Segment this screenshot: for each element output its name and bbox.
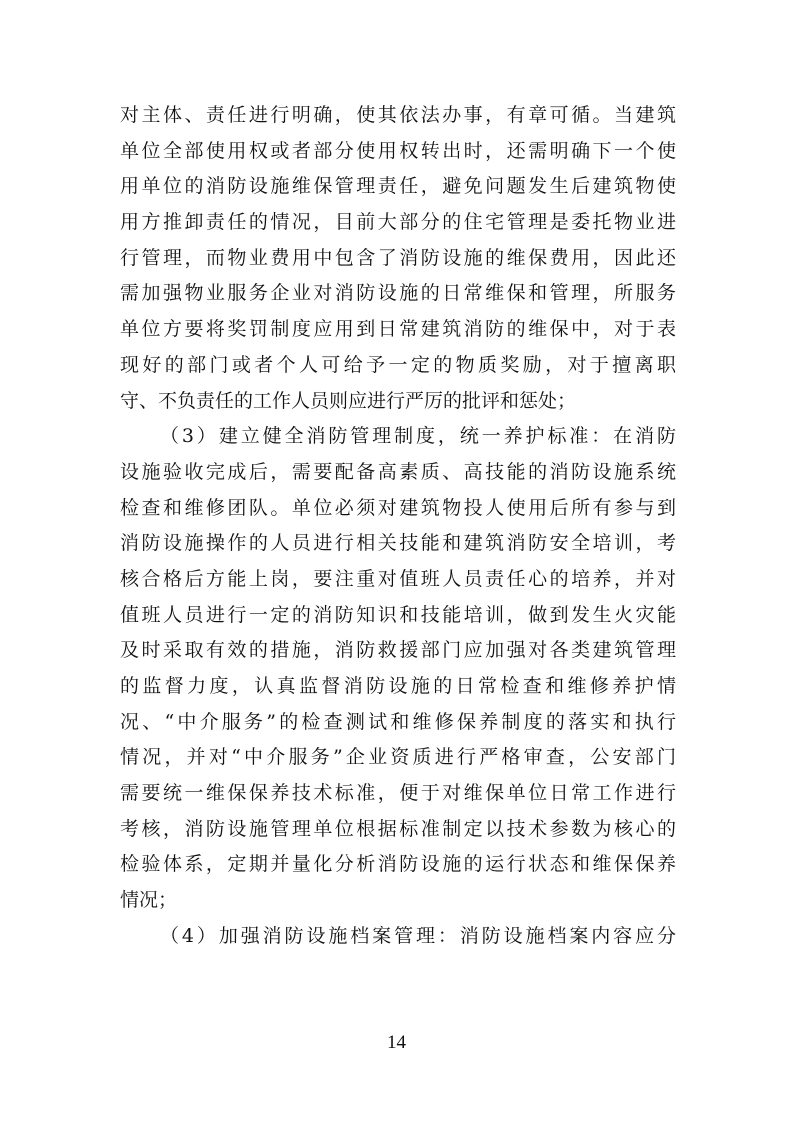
text-line: 核合格后方能上岗，要注重对值班人员责任心的培养，并对 [120, 567, 676, 590]
text-line: 及时采取有效的措施，消防救援部门应加强对各类建筑管理 [120, 639, 676, 662]
page-number: 14 [387, 1032, 406, 1053]
text-line: 单位全部使用权或者部分使用权转出时，还需明确下一个使 [120, 139, 676, 162]
text-line: 检查和维修团队。单位必须对建筑物投人使用后所有参与到 [120, 496, 676, 519]
text-line: 用方推卸责任的情况，目前大部分的住宅管理是委托物业进 [120, 211, 676, 234]
text-line: 情况，并对“中介服务”企业资质进行严格审查，公安部门 [120, 746, 676, 769]
text-line: 值班人员进行一定的消防知识和技能培训，做到发生火灾能 [120, 603, 676, 626]
text-line: 用单位的消防设施维保管理责任，避免问题发生后建筑物使 [120, 175, 676, 198]
text-line: 需要统一维保保养技术标准，便于对维保单位日常工作进行 [120, 782, 676, 805]
text-line: 消防设施操作的人员进行相关技能和建筑消防安全培训，考 [120, 532, 676, 555]
text-line: 守、不负责任的工作人员则应进行严厉的批评和惩处； [120, 389, 577, 412]
text-line: 况、“中介服务”的检查测试和维修保养制度的落实和执行 [120, 710, 676, 733]
text-line: 行管理，而物业费用中包含了消防设施的维保费用，因此还 [120, 246, 676, 269]
text-line: 情况； [120, 889, 178, 912]
section-heading-line: （4）加强消防设施档案管理：消防设施档案内容应分 [160, 924, 676, 947]
text-line: 现好的部门或者个人可给予一定的物质奖励，对于擅离职 [120, 353, 676, 376]
body-text [120, 98, 676, 955]
text-line: 检验体系，定期并量化分析消防设施的运行状态和维保保养 [120, 853, 676, 876]
text-line: 的监督力度，认真监督消防设施的日常检查和维修养护情 [120, 675, 676, 697]
section-heading-line: （3）建立健全消防管理制度，统一养护标准：在消防 [160, 425, 676, 448]
text-line: 对主体、责任进行明确，使其依法办事，有章可循。当建筑 [120, 104, 676, 126]
text-line: 设施验收完成后，需要配备高素质、高技能的消防设施系统 [120, 460, 676, 483]
text-line: 需加强物业服务企业对消防设施的日常维保和管理，所服务 [120, 282, 676, 305]
text-line: 考核，消防设施管理单位根据标准制定以技术参数为核心的 [120, 817, 676, 840]
text-line: 单位方要将奖罚制度应用到日常建筑消防的维保中，对于表 [120, 318, 676, 341]
